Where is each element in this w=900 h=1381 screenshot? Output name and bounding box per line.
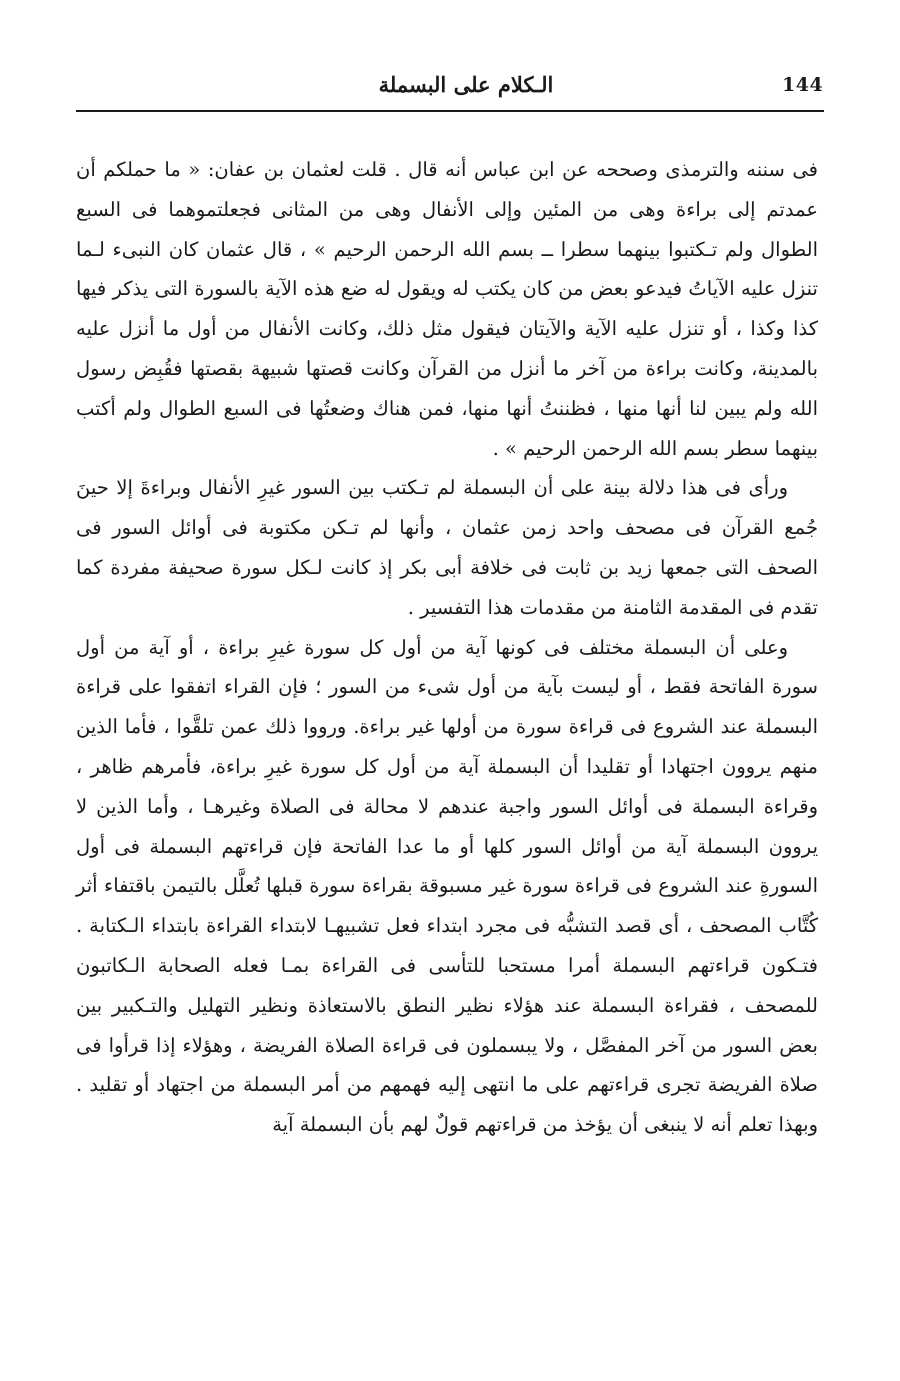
running-title: الـكلام على البسملة <box>378 72 554 97</box>
page-header <box>76 66 824 110</box>
paragraph-2: ورأى فى هذا دلالة بينة على أن البسملة لم تـكتب بين السور غيرِ الأنفال وبراءةَ إلا حينَ جُمع القرآن فى مصحف واحد زمن عثمان ، وأنها لم تـكن مكتوبة فى أوائل السور فى الصحف التى جمعها زيد بن ثابت فى خلافة أبى بكر إذ كانت لـكل سورة صحيفة مفردة كما تقدم فى المقدمة الثامنة من مقدمات هذا التفسير . <box>76 476 818 619</box>
header-rule <box>76 110 824 112</box>
body-text <box>76 150 818 1145</box>
page-number: 144 <box>782 74 824 96</box>
paragraph-3: وعلى أن البسملة مختلف فى كونها آية من أول كل سورة غيرِ براءة ، أو آية من أول سورة الفاتحة فقط ، أو ليست بآية من أول شىء من السور ؛ فإن القراء اتفقوا على قراءة البسملة عند الشروع فى قراءة سورة من أولها غير براءة. ورووا ذلك عمن تلقَّوا ، فأما الذين منهم يروون اجتهادا أو تقليدا أن البسملة آية من أول كل سورة غيرِ براءة، فأمرهم ظاهر ، وقراءة البسملة فى أوائل السور واجبة عندهم لا محالة فى الصلاة وغيرهـا ، وأما الذين لا يروون البسملة آية من أوائل السور كلها أو ما عدا الفاتحة فإن قراءتهم البسملة فى أول السورةِ عند الشروع فى قراءة سورة غير مسبوقة بقراءة سورة قبلها تُعلَّل بالتيمن باقتفاء أثر كُتَّاب المصحف ، أى قصد التشبُّه فى مجرد ابتداء فعل تشبيهـا لابتداء القراءة بابتداء الـكتابة . فتـكون قراءتهم البسملة أمرا مستحبا للتأسى فى القراءة بمـا فعله الصحابة الـكاتبون للمصحف ، فقراءة البسملة عند هؤلاء نظير النطق بالاستعاذة ونظير التهليل والتـكبير بين بعض السور من آخر المفصَّل ، ولا يبسملون فى قراءة الصلاة الفريضة ، وهؤلاء إذا قرأوا فى صلاة الفريضة تجرى قراءتهم على ما انتهى إليه فهمهم من أمر البسملة من اجتهاد أو تقليد . وبهذا تعلم أنه لا ينبغى أن يؤخذ من قراءتهم قولٌ لهم بأن البسملة آية <box>76 635 818 1137</box>
paragraph-1: فى سننه والترمذى وصححه عن ابن عباس أنه قال . قلت لعثمان بن عفان: « ما حملكم أن عمدتم إلى براءة وهى من المئين وإلى الأنفال وهى من المثانى فجعلتموهما فى السبع الطوال ولم تـكتبوا بينهما سطرا ــ بسم الله الرحمن الرحيم » ، قال عثمان كان النبىء لـما تنزل عليه الآياتُ فيدعو بعض من كان يكتب له ويقول له ضع هذه الآية بالسورة التى يذكر فيها كذا وكذا ، أو تنزل عليه الآية والآيتان فيقول مثل ذلك، وكانت الأنفال من أول ما أنزل عليه بالمدينة، وكانت براءة من آخر ما أنزل من القرآن وكانت قصتها شبيهة بقصتها فقُبِض رسول الله ولم يبين لنا أنها منها ، فظننتُ أنها منها، فمن هناك وضعتُها فى السبع الطوال ولم أكتب بينهما سطر بسم الله الرحمن الرحيم » . <box>76 158 818 460</box>
